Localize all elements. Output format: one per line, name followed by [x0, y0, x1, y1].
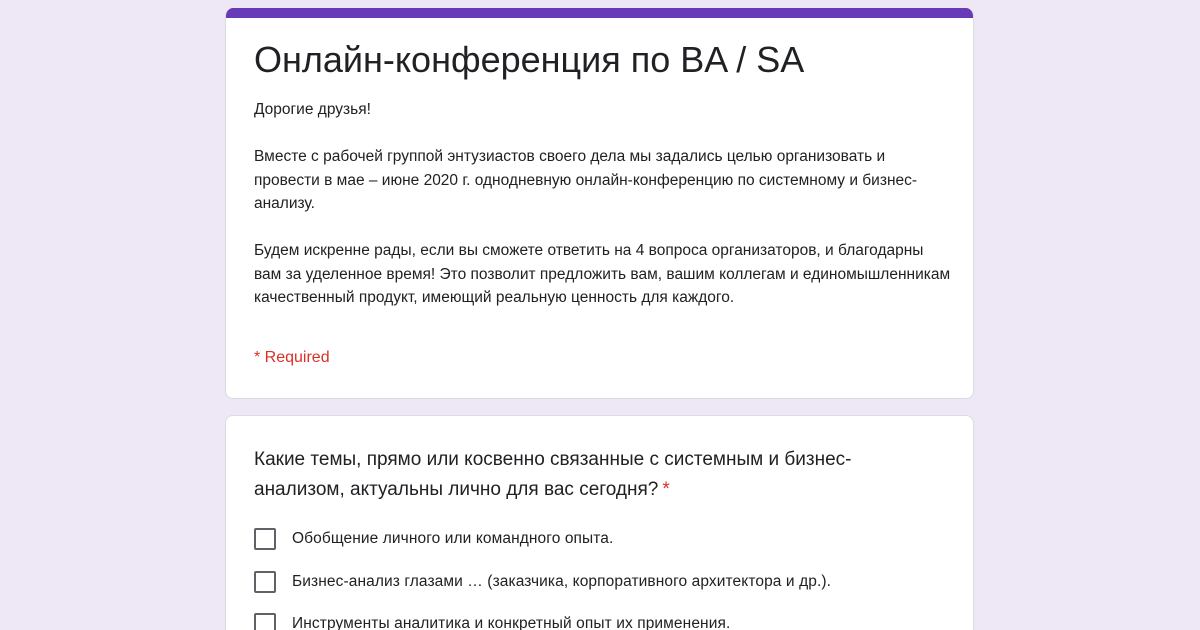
description-greeting: Дорогие друзья! — [254, 101, 371, 118]
form-title: Онлайн-конференция по BA / SA — [254, 39, 805, 80]
required-note: * Required — [254, 349, 330, 366]
option-0[interactable] — [254, 527, 613, 551]
form-header-card — [225, 8, 974, 399]
option-2[interactable] — [254, 612, 730, 630]
description-paragraph-1: Вместе с рабочей группой энтузиастов своего дела мы задались целью организовать и провести в мае – июне 2020 г. однодневную онлайн-конференцию по системному и бизнес-анализу. — [254, 148, 918, 212]
option-label-1: Бизнес-анализ глазами … (заказчика, корпоративного архитектора и др.). — [292, 573, 832, 590]
form-accent-bar — [226, 8, 973, 18]
description-paragraph-2: Будем искренне рады, если вы сможете ответить на 4 вопроса организаторов, и благодарны вам за уделенное время! Это позволит предложить вам, вашим коллегам и единомышленникам качественный продукт, имеющий реальную ценность для каждого. — [254, 242, 951, 306]
option-label-0: Обобщение личного или командного опыта. — [292, 530, 614, 547]
question-text: Какие темы, прямо или косвенно связанные с системным и бизнес-анализом, актуальны лично для вас сегодня? — [254, 449, 852, 500]
option-1[interactable] — [254, 570, 831, 594]
form-description — [254, 98, 954, 333]
checkbox-0[interactable] — [254, 528, 276, 550]
checkbox-1[interactable] — [254, 571, 276, 593]
option-label-2: Инструменты аналитика и конкретный опыт их применения. — [292, 615, 731, 630]
question-title — [254, 445, 894, 505]
checkbox-2[interactable] — [254, 613, 276, 630]
question-card — [225, 415, 974, 630]
required-asterisk: * — [662, 479, 670, 500]
